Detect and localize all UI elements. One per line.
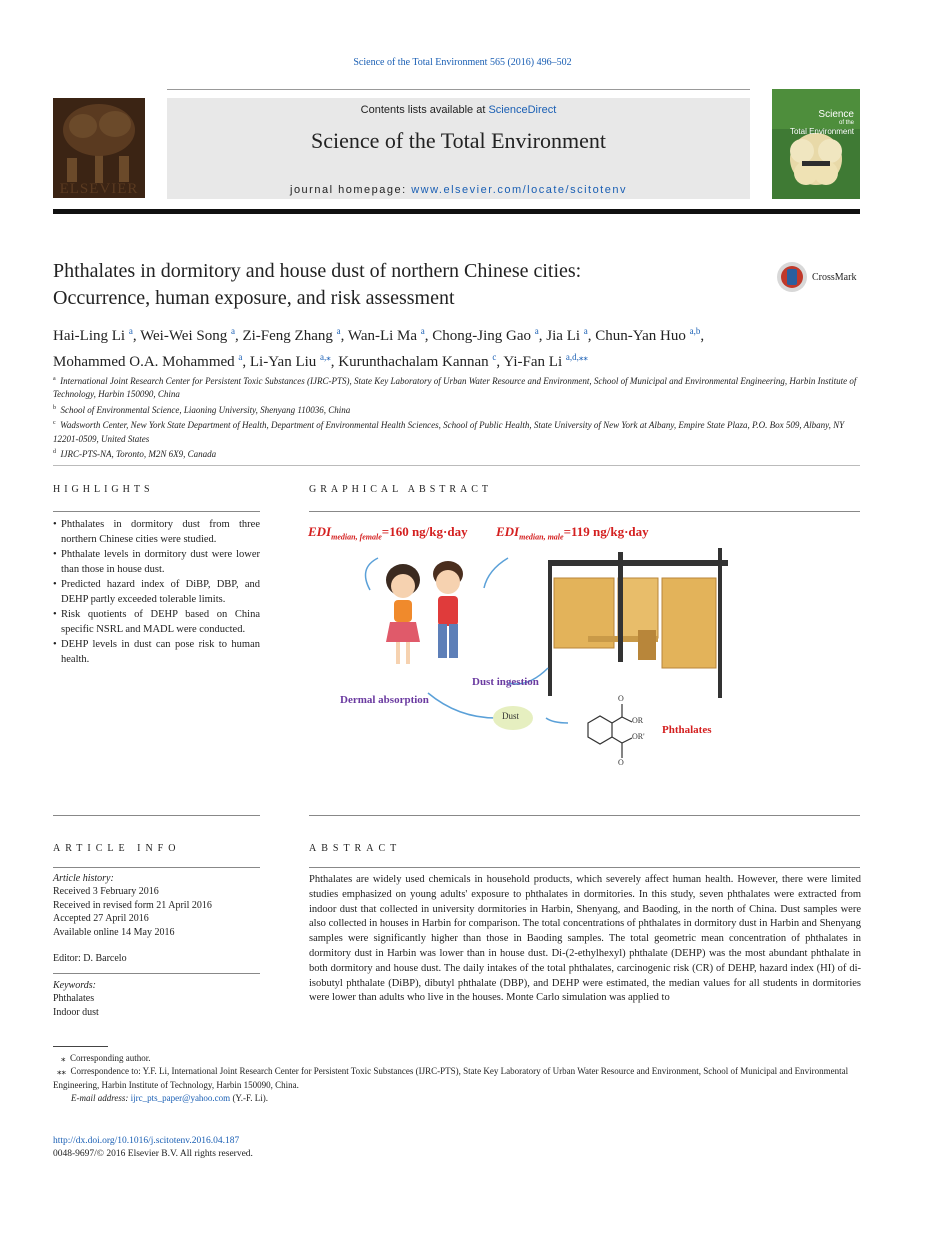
title-line-2: Occurrence, human exposure, and risk assessment (53, 287, 455, 309)
author[interactable]: Chong-Jing Gao $^a$ (432, 326, 539, 344)
keyword[interactable]: Indoor dust (53, 1006, 99, 1018)
footnote-corresponding: ⁎ Corresponding author. (61, 1053, 151, 1063)
abstract-heading: ABSTRACT (309, 843, 402, 854)
highlights-rule (53, 511, 260, 512)
journal-title: Science of the Total Environment (311, 128, 606, 153)
footnote-correspondence: ⁎⁎ Correspondence to: Y.F. Li, International Joint Research Center for Persistent Toxic Substances (IJRC-PTS), State Key Laboratory of Urban Water Resource and Environment, School of Municipal and Environmental Engineering, Harbin Institute of Technology, Harbin 150090, China. (53, 1066, 849, 1090)
dermal-absorption-label: Dermal absorption (340, 694, 429, 706)
affiliation: $^c$ Wadsworth Center, New York State Department of Health, Department of Environmental Health Sciences, School of Public Health, State University of New York at Albany, Empire State Plaza, P.O. Box 509, Albany, NY 12201-0509, United States (53, 420, 845, 444)
crossmark-label: CrossMark (812, 272, 857, 283)
author[interactable]: Li-Yan Liu $^{a,⁎}$ (249, 352, 331, 370)
contents-prefix: Contents lists available at (360, 104, 489, 116)
highlights-heading: HIGHLIGHTS (53, 484, 154, 495)
online-date: Available online 14 May 2016 (53, 926, 175, 938)
header-top-rule (167, 89, 750, 90)
journal-homepage (167, 184, 750, 196)
graphical-abstract-heading: GRAPHICAL ABSTRACT (309, 484, 493, 495)
affiliations (53, 373, 860, 461)
author[interactable]: Wei-Wei Song $^a$ (140, 326, 235, 344)
cover-title-3: Total Environment (789, 127, 854, 136)
ga-illustration (308, 518, 728, 778)
journal-cover[interactable] (772, 89, 860, 199)
cover-title-1: Science (818, 109, 854, 120)
author[interactable]: Yi-Fan Li $^{a,d,⁎⁎}$ (503, 352, 588, 370)
highlights-list (53, 517, 260, 667)
article-info-rule (53, 867, 260, 868)
keywords-label: Keywords: (53, 980, 96, 991)
edi-male-label: $EDI_{median, male}=119$ ng/kg·day (496, 524, 649, 542)
girl-figure (386, 564, 420, 664)
accepted-date: Accepted 27 April 2016 (53, 913, 149, 925)
sciencedirect-link[interactable]: ScienceDirect (488, 104, 557, 116)
copyright: 0048-9697/© 2016 Elsevier B.V. All rights reserved. (53, 1149, 253, 1160)
cover-art-icon (772, 89, 860, 199)
or-prime-label: OR' (632, 732, 645, 741)
author-list: Hai-Ling Li $^a$, Wei-Wei Song $^a$, Zi-Feng Zhang $^a$, Wan-Li Ma $^a$, Chong-Jing Gao $^a$, Jia Li $^a$, Chun-Yan Huo $^{a,b}$, Mohammed O.A. Mohammed $^a$, Li-Yan Liu $^{a,⁎}$, Kurunthachalam Kannan $^c$, Yi-Fan Li $^{a,d,⁎⁎}$ (53, 326, 705, 370)
crossmark-icon (776, 261, 810, 295)
article-title (53, 258, 753, 312)
phthalate-structure (588, 704, 632, 758)
affiliation: $^b$ School of Environmental Science, Liaoning University, Shenyang 110036, China (53, 404, 351, 415)
editor: Editor: D. Barcelo (53, 953, 127, 965)
affiliation: $^a$ International Joint Research Center for Persistent Toxic Substances (IJRC-PTS), State Key Laboratory of Urban Water Resource and Environment, School of Municipal and Environmental Engineering, Harbin Institute of Technology, Harbin 150090, China (53, 376, 857, 400)
homepage-prefix: journal homepage: (290, 184, 412, 196)
contents-line (167, 104, 750, 116)
cover-title (772, 109, 860, 136)
journal-citation[interactable]: Science of the Total Environment 565 (2016) 496–502 (353, 57, 572, 68)
crossmark-badge[interactable] (776, 261, 866, 293)
keyword[interactable]: Phthalates (53, 993, 95, 1005)
header-rule (53, 209, 860, 214)
keywords (53, 979, 263, 1019)
article-info-top-rule (53, 815, 260, 816)
elsevier-logo[interactable] (53, 98, 145, 198)
dormitory-furniture (548, 548, 728, 698)
author[interactable]: Jia Li $^a$ (546, 326, 588, 344)
article-info-heading: ARTICLE INFO (53, 843, 181, 854)
footnote-email: E-mail address: ijrc_pts_paper@yahoo.com (Y.-F. Li). (71, 1093, 269, 1104)
author[interactable]: Zi-Feng Zhang $^a$ (242, 326, 341, 344)
history-label: Article history: (53, 873, 114, 884)
doi-link[interactable]: http://dx.doi.org/10.1016/j.scitotenv.2016.04.187 (53, 1136, 240, 1146)
highlight-item: • Predicted hazard index of DiBP, DBP, and DEHP partly exceeded tolerable limits. (61, 577, 260, 607)
highlight-item: • Phthalate levels in dormitory dust were lower than those in house dust. (61, 547, 260, 577)
dust-label: Dust (502, 711, 520, 721)
section-divider (53, 465, 860, 466)
homepage-link[interactable]: www.elsevier.com/locate/scitotenv (411, 184, 627, 196)
journal-header (167, 98, 750, 199)
highlight-item: • Risk quotients of DEHP based on China specific NSRL and MADL were conducted. (61, 607, 260, 637)
o-label: O (618, 758, 624, 767)
elsevier-wordmark: ELSEVIER (59, 181, 139, 197)
author[interactable]: Chun-Yan Huo $^{a,b}$ (595, 326, 701, 344)
highlight-item: • DEHP levels in dust can pose risk to human health. (61, 637, 260, 667)
received-date: Received 3 February 2016 (53, 886, 159, 898)
author[interactable]: Wan-Li Ma $^a$ (347, 326, 425, 344)
author[interactable]: Hai-Ling Li $^a$ (53, 326, 133, 344)
phthalates-label: Phthalates (662, 724, 712, 736)
revised-date: Received in revised form 21 April 2016 (53, 899, 212, 911)
boy-figure (433, 561, 463, 658)
article-history (53, 872, 263, 965)
footnote-rule (53, 1046, 108, 1047)
abstract-top-rule (309, 815, 860, 816)
affiliation: $^d$ IJRC-PTS-NA, Toronto, M2N 6X9, Canada (53, 449, 217, 460)
abstract-rule (309, 867, 860, 868)
keywords-rule (53, 973, 260, 974)
or-label: OR (632, 716, 644, 725)
author[interactable]: Kurunthachalam Kannan $^c$ (338, 352, 497, 370)
author[interactable]: Mohammed O.A. Mohammed $^a$ (53, 352, 243, 370)
dust-ingestion-label: Dust ingestion (472, 676, 539, 688)
title-line-1: Phthalates in dormitory and house dust of northern Chinese cities: (53, 260, 582, 282)
graphical-abstract-figure[interactable] (308, 518, 728, 778)
graphical-abstract-rule (309, 511, 860, 512)
abstract-text: Phthalates are widely used chemicals in household products, which severely affect human health. However, there were limited studies emphasized on young adults' exposure to phthalates in dormitories. In this study, seven phthalates were extracted from indoor dust that collected in university dormitories in Harbin, Shenyang, and Baoding, in the north of China. Dust samples were also collected in houses in Harbin for comparison. The total concentrations of phthalates in dormitory dust in Harbin and Shenyang samples were significantly higher than those in Baoding samples. The total geometric mean concentration of phthalates in dormitory dust in Harbin was lower than in house dust. Di-(2-ethylhexyl) phthalate (DEHP) was the most abundant phthalate in both dormitory and house dust. The daily intakes of the total phthalates, carcinogenic risk (CR) of DEHP, hazard index (HI) of di-isobutyl phthalate (DiBP), dibutyl phthalate (DBP), and DEHP were estimated, the median values for all students in dormitories were lower than adults who live in the houses. Monte Carlo simulation was applied to (309, 874, 861, 1004)
email-link[interactable]: ijrc_pts_paper@yahoo.com (130, 1093, 231, 1104)
footnotes (53, 1052, 860, 1106)
highlight-item: • Phthalates in dormitory dust from three northern Chinese cities were studied. (61, 517, 260, 547)
o-label: O (618, 694, 624, 703)
doi-block (53, 1135, 553, 1162)
edi-female-label: $EDI_{median, female}=160$ ng/kg·day (308, 524, 468, 542)
cover-title-2: of the (838, 120, 854, 126)
